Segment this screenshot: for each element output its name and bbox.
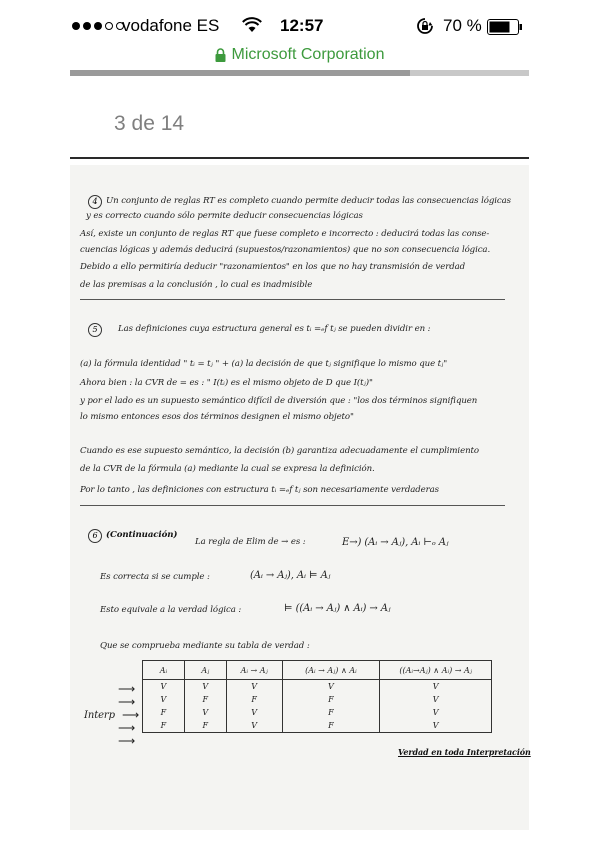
page-counter: 3 de 14 bbox=[114, 112, 185, 135]
s6-line-3-formula: ⊨ ((Aᵢ → Aⱼ) ∧ Aᵢ) → Aⱼ bbox=[284, 603, 391, 614]
truth-table-cell: V bbox=[226, 706, 282, 719]
page-load-progress-fill bbox=[70, 70, 410, 76]
site-name: Microsoft Corporation bbox=[231, 46, 385, 63]
truth-table-cell: F bbox=[143, 719, 185, 733]
truth-table-row bbox=[143, 719, 492, 733]
truth-table-cell: F bbox=[226, 693, 282, 706]
s5-line-7: de la CVR de la fórmula (a) mediante la cual se expresa la definición. bbox=[80, 464, 375, 474]
truth-table-cell: V bbox=[282, 680, 380, 694]
truth-table-cell: V bbox=[143, 680, 185, 694]
interp-label: Interp bbox=[84, 710, 115, 721]
s6-line-2-text: Es correcta si se cumple : bbox=[100, 572, 210, 582]
s5-line-5: lo mismo entonces esos dos términos designen el mismo objeto" bbox=[80, 412, 354, 422]
s6-heading: (Continuación) bbox=[106, 530, 178, 540]
battery-icon bbox=[487, 19, 523, 35]
s4-line-5: Debido a ello permitiría deducir "razonamientos" en los que no hay transmisión de verdad bbox=[80, 262, 466, 272]
truth-table-cell: V bbox=[380, 719, 492, 733]
clock: 12:57 bbox=[280, 16, 324, 35]
status-bar bbox=[0, 0, 599, 44]
s6-footnote: Verdad en toda Interpretación bbox=[398, 747, 531, 757]
truth-table-cell: V bbox=[226, 719, 282, 733]
document-page[interactable] bbox=[70, 165, 529, 830]
s5-line-2: (a) la fórmula identidad " tᵢ = tⱼ " + (a) la decisión de que tⱼ signifique lo mismo que tⱼ" bbox=[80, 359, 448, 369]
s6-line-4-text: Que se comprueba mediante su tabla de verdad : bbox=[100, 641, 310, 651]
page-divider bbox=[70, 157, 529, 159]
s4-line-2: y es correcto cuando sólo permite deducir consecuencias lógicas bbox=[86, 211, 363, 221]
truth-table-header: Aⱼ bbox=[184, 661, 226, 680]
truth-table-cell: F bbox=[184, 719, 226, 733]
truth-table-cell: V bbox=[184, 706, 226, 719]
truth-table-cell: V bbox=[184, 680, 226, 694]
s4-line-4: cuencias lógicas y además deducirá (supuestos/razonamientos) que no son consecuencia lógica. bbox=[80, 245, 491, 255]
truth-table-row bbox=[143, 680, 492, 694]
s6-line-2-formula: (Aᵢ → Aⱼ), Aᵢ ⊨ Aⱼ bbox=[250, 570, 331, 581]
truth-table bbox=[142, 660, 492, 733]
truth-table-header: ((Aᵢ→Aⱼ) ∧ Aᵢ) → Aⱼ bbox=[380, 661, 492, 680]
carrier-name: vodafone ES bbox=[122, 16, 220, 35]
section-4-number: 4 bbox=[88, 195, 102, 209]
s5-line-4: y por el lado es un supuesto semántico difícil de diversión que : "los dos términos signifiquen bbox=[80, 396, 478, 406]
battery-percentage: 70 % bbox=[443, 16, 482, 35]
padlock-icon bbox=[215, 48, 226, 62]
truth-table-cell: V bbox=[226, 680, 282, 694]
truth-table-cell: F bbox=[282, 706, 380, 719]
truth-table-cell: V bbox=[380, 706, 492, 719]
arrow-right-icon: ⟶ bbox=[118, 734, 136, 748]
truth-table-header: Aᵢ bbox=[143, 661, 185, 680]
s4-line-1: Un conjunto de reglas RT es completo cuando permite deducir todas las consecuencias lógicas bbox=[106, 196, 511, 206]
s4-line-3: Así, existe un conjunto de reglas RT que fuese completo e incorrecto : deducirá todas las conse- bbox=[80, 229, 490, 239]
s6-rule-formula: E→) (Aᵢ → Aⱼ), Aᵢ ⊢ₒ Aⱼ bbox=[342, 537, 449, 548]
wifi-icon bbox=[242, 17, 262, 33]
truth-table-row bbox=[143, 706, 492, 719]
page-load-progress bbox=[70, 70, 529, 76]
truth-table-header: Aᵢ → Aⱼ bbox=[226, 661, 282, 680]
address-bar[interactable] bbox=[70, 42, 529, 68]
s5-line-1: Las definiciones cuya estructura general es tᵢ =ₑf tⱼ se pueden dividir en : bbox=[118, 324, 431, 334]
arrow-right-icon: ⟶ bbox=[118, 695, 136, 709]
s5-line-6: Cuando es ese supuesto semántico, la decisión (b) garantiza adecuadamente el cumplimiento bbox=[80, 446, 479, 456]
s5-line-3: Ahora bien : la CVR de = es : " I(tᵢ) es el mismo objeto de D que I(tⱼ)" bbox=[80, 378, 373, 388]
s6-rule-text: La regla de Elim de → es : bbox=[195, 537, 306, 547]
truth-table-cell: V bbox=[143, 693, 185, 706]
s4-line-6: de las premisas a la conclusión , lo cual es inadmisible bbox=[80, 280, 313, 290]
truth-table-row bbox=[143, 693, 492, 706]
truth-table-cell: F bbox=[282, 719, 380, 733]
section-5-number: 5 bbox=[88, 323, 102, 337]
arrow-right-icon: ⟶ bbox=[122, 708, 140, 722]
arrow-right-icon: ⟶ bbox=[118, 682, 136, 696]
section-6-number: 6 bbox=[88, 529, 102, 543]
truth-table-cell: F bbox=[143, 706, 185, 719]
truth-table-header: (Aᵢ → Aⱼ) ∧ Aᵢ bbox=[282, 661, 380, 680]
section-divider bbox=[80, 505, 505, 506]
truth-table-cell: F bbox=[282, 693, 380, 706]
s5-line-8: Por lo tanto , las definiciones con estructura tᵢ =ₑf tⱼ son necesariamente verdaderas bbox=[80, 485, 439, 495]
s6-line-3-text: Esto equivale a la verdad lógica : bbox=[100, 605, 242, 615]
truth-table-cell: V bbox=[380, 680, 492, 694]
truth-table-cell: F bbox=[184, 693, 226, 706]
signal-strength-icon bbox=[72, 22, 124, 30]
arrow-right-icon: ⟶ bbox=[118, 721, 136, 735]
section-divider bbox=[80, 299, 505, 300]
truth-table-cell: V bbox=[380, 693, 492, 706]
rotation-lock-icon bbox=[416, 17, 434, 35]
